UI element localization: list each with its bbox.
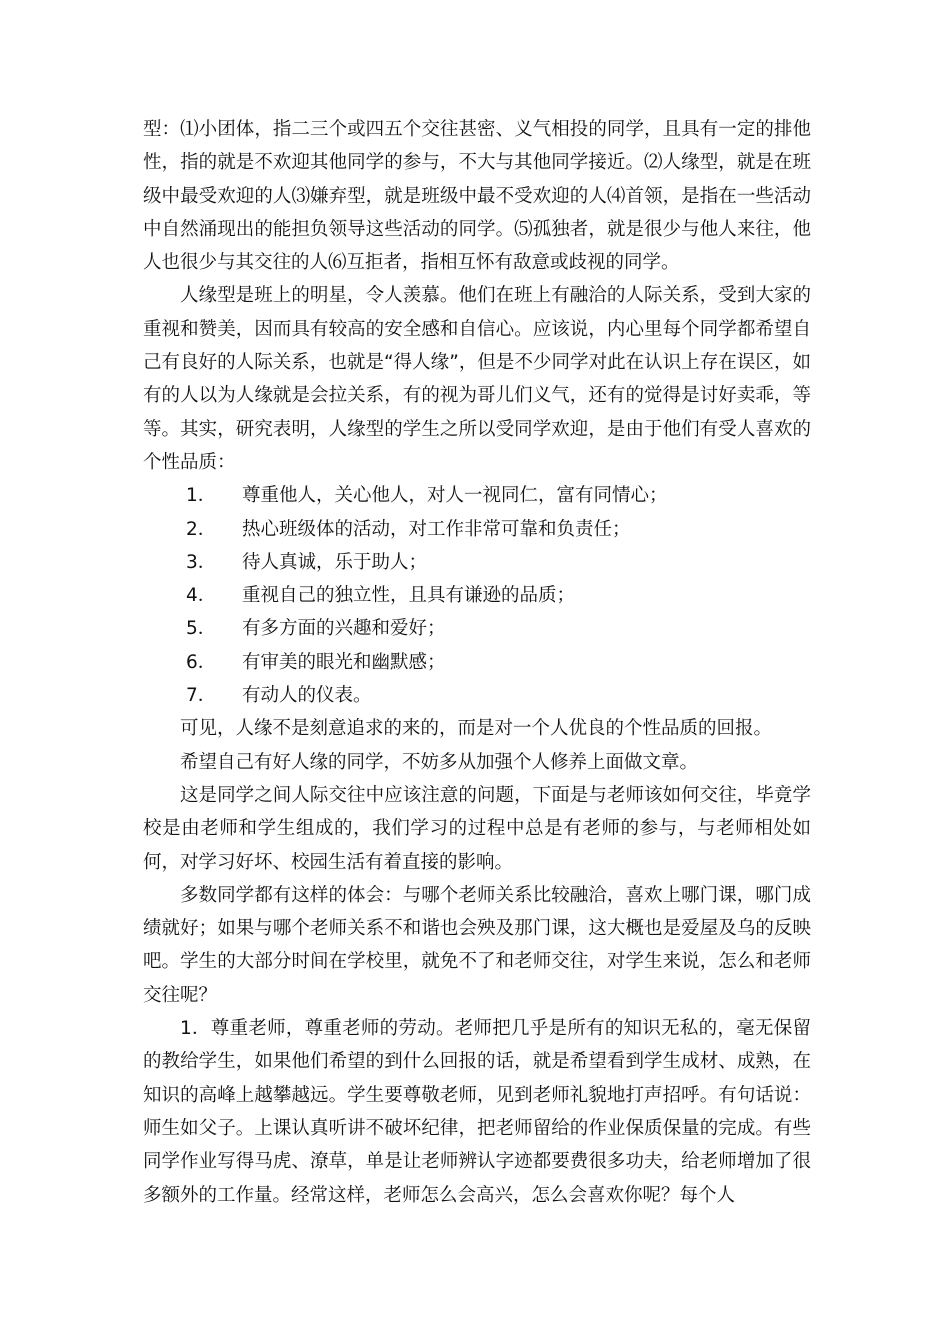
list-item <box>143 546 811 579</box>
list-text: 有审美的眼光和幽默感； <box>242 651 446 673</box>
list-item <box>143 612 811 645</box>
qualities-list <box>143 479 811 712</box>
list-item <box>143 579 811 612</box>
list-text: 有动人的仪表。 <box>242 685 372 707</box>
popular-type-paragraph: 人缘型是班上的明星，令人羡慕。他们在班上有融洽的人际关系，受到大家的重视和赞美，因而具有较高的安全感和自信心。应该说，内心里每个同学都希望自己有良好的人际关系，也就是“得人缘”，但是不少同学对此在认识上存在误区，如有的人以为人缘就是会拉关系，有的视为哥儿们义气，还有的觉得是讨好卖乖，等等。其实，研究表明，人缘型的学生之所以受同学欢迎，是由于他们有受人喜欢的个性品质： <box>143 285 811 473</box>
list-number: 5． <box>186 618 217 640</box>
intro-paragraph: 型：⑴小团体，指二三个或四五个交往甚密、义气相投的同学，且具有一定的排他性，指的就是不欢迎其他同学的参与，不大与其他同学接近。⑵人缘型，就是在班级中最受欢迎的人⑶嫌弃型，就是班级中最不受欢迎的人⑷首领，是指在一些活动中自然涌现出的能担负领导这些活动的同学。⑸孤独者，就是很少与他人来往，他人也很少与其交往的人⑹互拒者，指相互怀有敌意或歧视的同学。 <box>143 119 811 274</box>
list-item <box>143 479 811 512</box>
teacher-intro-paragraph: 这是同学之间人际交往中应该注意的问题，下面是与老师该如何交往，毕竟学校是由老师和学生组成的，我们学习的过程中总是有老师的参与，与老师相处如何，对学习好坏、校园生活有着直接的影响。 <box>143 784 811 873</box>
list-number: 1． <box>186 485 217 507</box>
list-item <box>143 646 811 679</box>
list-number: 7． <box>186 685 217 707</box>
conclusion-paragraph: 可见，人缘不是刻意追求的来的，而是对一个人优良的个性品质的回报。 <box>180 718 773 740</box>
list-text: 热心班级体的活动，对工作非常可靠和负责任； <box>242 518 631 540</box>
advice-paragraph: 希望自己有好人缘的同学，不妨多从加强个人修养上面做文章。 <box>180 751 699 773</box>
list-number: 3． <box>186 551 217 573</box>
list-item <box>143 679 811 712</box>
list-number: 6． <box>186 651 217 673</box>
list-number: 4． <box>186 585 217 607</box>
list-number: 2． <box>186 518 217 540</box>
list-text: 有多方面的兴趣和爱好； <box>242 618 446 640</box>
list-item <box>143 513 811 546</box>
document-page <box>143 113 811 1212</box>
experience-paragraph: 多数同学都有这样的体会：与哪个老师关系比较融洽，喜欢上哪门课，哪门成绩就好；如果与哪个老师关系不和谐也会殃及那门课，这大概也是爱屋及乌的反映吧。学生的大部分时间在学校里，就免不了和老师交往，对学生来说，怎么和老师交往呢？ <box>143 884 811 1006</box>
list-text: 重视自己的独立性，且具有谦逊的品质； <box>242 585 576 607</box>
respect-teacher-paragraph: 1．尊重老师，尊重老师的劳动。老师把几乎是所有的知识无私的，毫无保留的教给学生，如果他们希望的到什么回报的话，就是希望看到学生成材、成熟，在知识的高峰上越攀越远。学生要尊敬老师，见到老师礼貌地打声招呼。有句话说：师生如父子。上课认真听讲不破坏纪律，把老师留给的作业保质保量的完成。有些同学作业写得马虎、潦草，单是让老师辨认字迹都要费很多功夫，给老师增加了很多额外的工作量。经常这样，老师怎么会高兴，怎么会喜欢你呢？每个人 <box>143 1018 811 1206</box>
list-text: 待人真诚，乐于助人； <box>242 551 428 573</box>
list-text: 尊重他人，关心他人，对人一视同仁，富有同情心； <box>242 485 668 507</box>
